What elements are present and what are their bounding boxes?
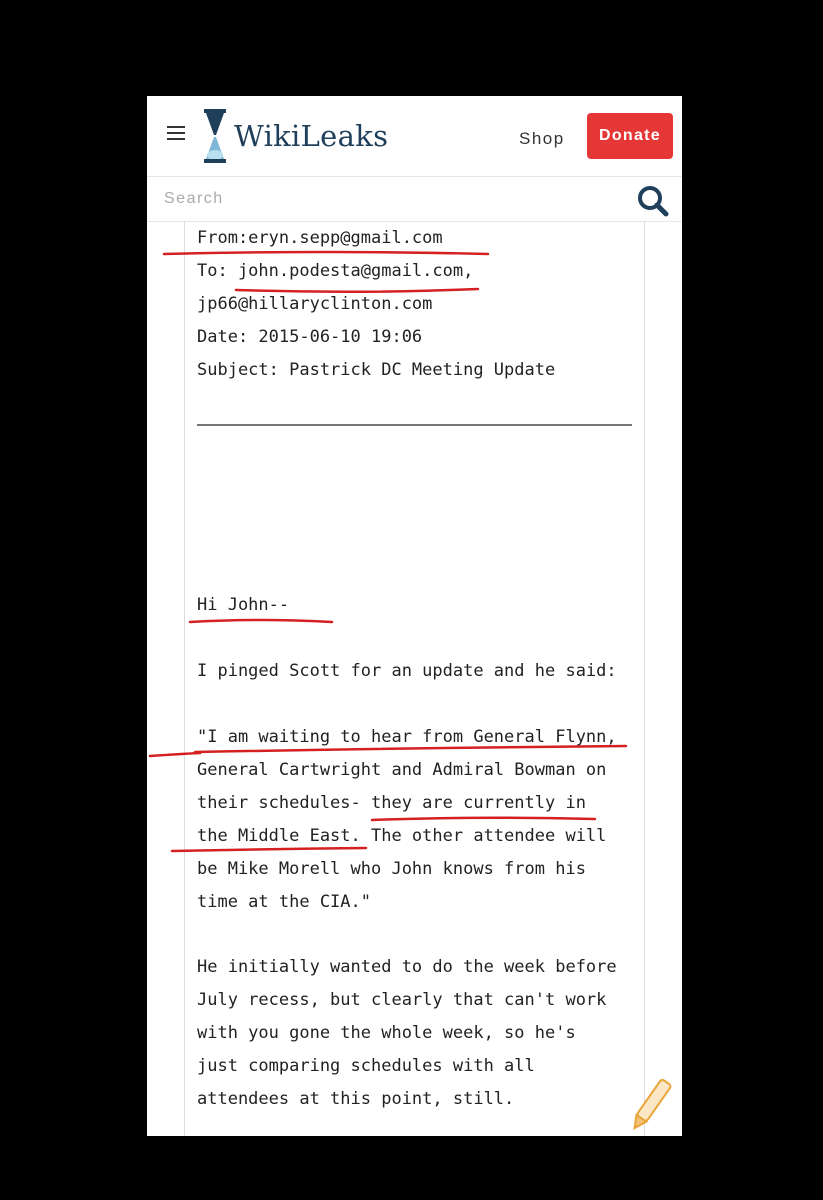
body-line: I pinged Scott for an update and he said: [197, 661, 617, 681]
body-line: July recess, but clearly that can't work [197, 990, 607, 1010]
email-date: Date: 2015-06-10 19:06 [197, 327, 423, 347]
body-line: General Cartwright and Admiral Bowman on [197, 760, 607, 780]
search-icon[interactable] [635, 183, 669, 217]
logo-text: WikiLeaks [234, 119, 389, 153]
document-border-left [184, 221, 185, 1136]
body-line: be Mike Morell who John knows from his [197, 859, 586, 879]
body-line: "I am waiting to hear from General Flynn, [197, 727, 617, 747]
header-separator [197, 424, 632, 426]
search-input[interactable] [162, 185, 606, 213]
body-line: their schedules- they are currently in [197, 793, 586, 813]
search-bar [147, 176, 682, 222]
phone-screen [147, 96, 682, 1136]
donate-button[interactable]: Donate [587, 113, 673, 159]
email-to-cont: jp66@hillaryclinton.com [197, 294, 433, 314]
email-from: From:eryn.sepp@gmail.com [197, 228, 443, 248]
pen-icon [628, 1075, 672, 1137]
email-greeting: Hi John-- [197, 595, 290, 615]
email-subject: Subject: Pastrick DC Meeting Update [197, 360, 556, 380]
hourglass-logo-icon [202, 107, 228, 165]
hamburger-menu-icon[interactable] [167, 126, 185, 142]
site-header [147, 96, 682, 176]
body-line: the Middle East. The other attendee will [197, 826, 607, 846]
document-border-right [644, 221, 645, 1136]
body-line: He initially wanted to do the week before [197, 957, 617, 977]
body-line: just comparing schedules with all [197, 1056, 535, 1076]
body-line: with you gone the whole week, so he's [197, 1023, 576, 1043]
email-to: To: john.podesta@gmail.com, [197, 261, 474, 281]
shop-link[interactable]: Shop [519, 129, 565, 148]
body-line: attendees at this point, still. [197, 1089, 515, 1109]
wikileaks-logo[interactable] [202, 106, 388, 166]
body-line: time at the CIA." [197, 892, 371, 912]
